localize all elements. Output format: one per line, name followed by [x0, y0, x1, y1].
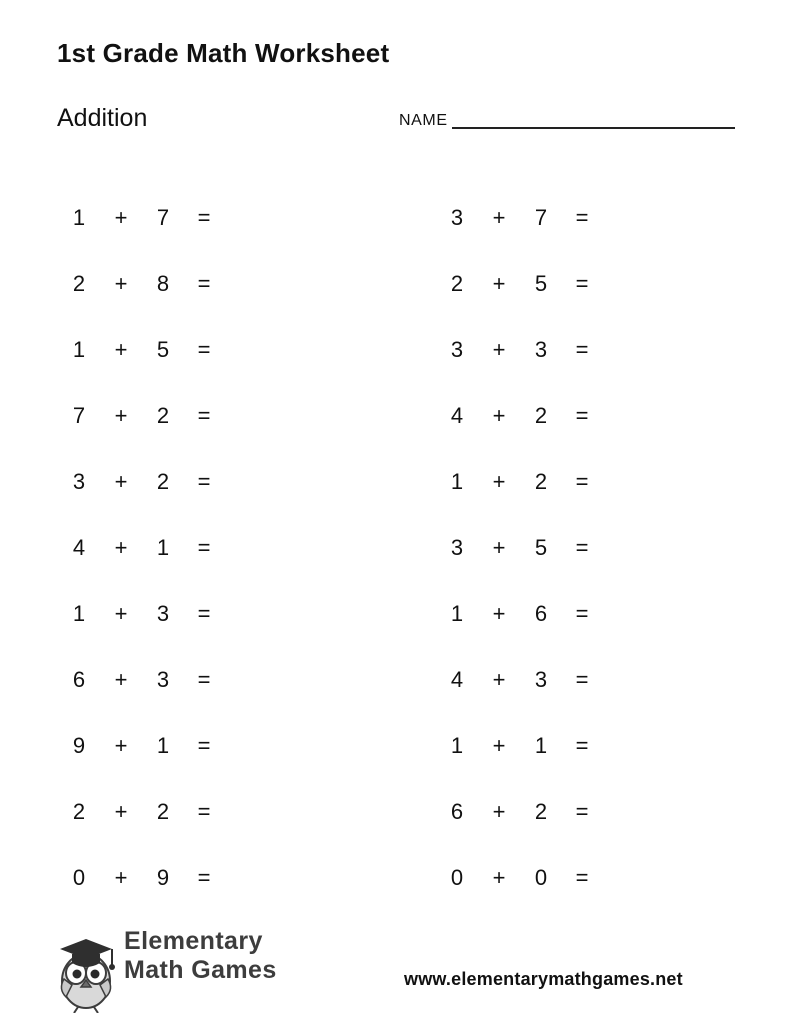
problem-operator: + — [114, 403, 128, 428]
brand-name — [124, 927, 277, 985]
problem-operand-left: 0 — [72, 865, 86, 890]
problem-operand-right: 2 — [156, 469, 170, 494]
problems-column-right — [440, 205, 666, 931]
problem-operand-left: 4 — [450, 667, 464, 692]
problem-operand-right: 1 — [156, 733, 170, 758]
problem-operand-right: 7 — [534, 205, 548, 230]
name-input-line[interactable] — [452, 127, 735, 129]
problem-operator: + — [114, 205, 128, 230]
problem-row — [440, 403, 666, 469]
problem-equals: = — [197, 535, 211, 560]
problem-operand-left: 1 — [450, 469, 464, 494]
problem-equals: = — [575, 733, 589, 758]
problem-operator: + — [114, 865, 128, 890]
problem-row — [62, 337, 288, 403]
footer-website-url: www.elementarymathgames.net — [404, 969, 683, 989]
problem-operand-right: 3 — [156, 601, 170, 626]
problem-operand-left: 1 — [72, 601, 86, 626]
problem-operator: + — [114, 337, 128, 362]
problem-equals: = — [575, 601, 589, 626]
problem-operand-left: 3 — [72, 469, 86, 494]
problem-equals: = — [197, 667, 211, 692]
problem-operand-left: 2 — [450, 271, 464, 296]
problem-row — [440, 733, 666, 799]
problem-row — [440, 667, 666, 733]
problem-row — [62, 403, 288, 469]
brand-logo — [44, 925, 334, 1015]
owl-graduate-icon — [50, 929, 122, 1013]
problem-row — [62, 865, 288, 931]
problem-equals: = — [197, 733, 211, 758]
problem-row — [62, 667, 288, 733]
problem-operator: + — [492, 403, 506, 428]
problem-operator: + — [492, 271, 506, 296]
problem-operand-right: 3 — [534, 667, 548, 692]
problem-row — [440, 205, 666, 271]
problem-equals: = — [575, 205, 589, 230]
problem-operand-right: 3 — [156, 667, 170, 692]
problem-equals: = — [575, 337, 589, 362]
problem-row — [440, 535, 666, 601]
problem-equals: = — [575, 469, 589, 494]
problem-row — [62, 205, 288, 271]
problem-operand-left: 3 — [450, 205, 464, 230]
problem-row — [440, 601, 666, 667]
problem-equals: = — [575, 667, 589, 692]
problem-equals: = — [197, 601, 211, 626]
problem-operand-right: 7 — [156, 205, 170, 230]
problem-operand-left: 1 — [72, 337, 86, 362]
problem-operator: + — [492, 865, 506, 890]
problem-operand-left: 2 — [72, 271, 86, 296]
problem-row — [440, 799, 666, 865]
problem-operator: + — [492, 205, 506, 230]
problem-equals: = — [197, 865, 211, 890]
problem-equals: = — [197, 271, 211, 296]
problem-operator: + — [492, 799, 506, 824]
name-label: NAME — [399, 112, 448, 129]
name-field-group — [399, 112, 735, 132]
problem-operator: + — [114, 799, 128, 824]
problem-operator: + — [114, 667, 128, 692]
problem-equals: = — [197, 337, 211, 362]
problem-operand-right: 9 — [156, 865, 170, 890]
problem-operand-right: 5 — [534, 271, 548, 296]
problem-operand-right: 2 — [534, 469, 548, 494]
problem-operand-right: 6 — [534, 601, 548, 626]
problem-operator: + — [114, 535, 128, 560]
problem-equals: = — [575, 535, 589, 560]
problem-equals: = — [575, 865, 589, 890]
problem-operand-right: 2 — [156, 403, 170, 428]
problem-operator: + — [492, 667, 506, 692]
problem-operand-right: 1 — [534, 733, 548, 758]
problem-operator: + — [492, 337, 506, 362]
problem-equals: = — [575, 271, 589, 296]
problem-row — [62, 535, 288, 601]
problem-operand-left: 4 — [72, 535, 86, 560]
problem-operand-left: 6 — [450, 799, 464, 824]
problem-operand-right: 2 — [534, 403, 548, 428]
problem-operand-right: 5 — [534, 535, 548, 560]
problem-row — [62, 271, 288, 337]
problem-operator: + — [114, 469, 128, 494]
problem-operand-left: 0 — [450, 865, 464, 890]
brand-name-line2: Math Games — [124, 956, 277, 984]
subject-heading: Addition — [57, 104, 148, 132]
problem-equals: = — [575, 403, 589, 428]
problem-operand-left: 1 — [450, 733, 464, 758]
problem-operator: + — [114, 271, 128, 296]
problem-operand-left: 6 — [72, 667, 86, 692]
problem-operator: + — [114, 601, 128, 626]
problem-operand-left: 1 — [450, 601, 464, 626]
problem-row — [440, 469, 666, 535]
problem-operand-right: 2 — [534, 799, 548, 824]
problem-operand-left: 9 — [72, 733, 86, 758]
problem-row — [440, 271, 666, 337]
problem-operand-left: 4 — [450, 403, 464, 428]
problems-column-left — [62, 205, 288, 931]
problem-operand-left: 7 — [72, 403, 86, 428]
problem-operator: + — [492, 601, 506, 626]
problem-equals: = — [197, 403, 211, 428]
problem-operand-right: 5 — [156, 337, 170, 362]
problem-operand-left: 2 — [72, 799, 86, 824]
problem-operator: + — [492, 535, 506, 560]
problem-operator: + — [492, 469, 506, 494]
problem-equals: = — [197, 205, 211, 230]
problem-row — [62, 469, 288, 535]
problem-operator: + — [492, 733, 506, 758]
problem-operand-left: 3 — [450, 337, 464, 362]
problem-operator: + — [114, 733, 128, 758]
problem-row — [62, 601, 288, 667]
problem-equals: = — [197, 799, 211, 824]
problem-row — [440, 865, 666, 931]
problem-equals: = — [575, 799, 589, 824]
problem-row — [62, 799, 288, 865]
page-title: 1st Grade Math Worksheet — [57, 38, 390, 68]
problem-operand-left: 3 — [450, 535, 464, 560]
problem-equals: = — [197, 469, 211, 494]
problem-operand-left: 1 — [72, 205, 86, 230]
problem-operand-right: 8 — [156, 271, 170, 296]
brand-name-line1: Elementary — [124, 927, 263, 955]
problem-operand-right: 2 — [156, 799, 170, 824]
problem-operand-right: 1 — [156, 535, 170, 560]
problem-row — [440, 337, 666, 403]
problem-row — [62, 733, 288, 799]
problem-operand-right: 3 — [534, 337, 548, 362]
problem-operand-right: 0 — [534, 865, 548, 890]
